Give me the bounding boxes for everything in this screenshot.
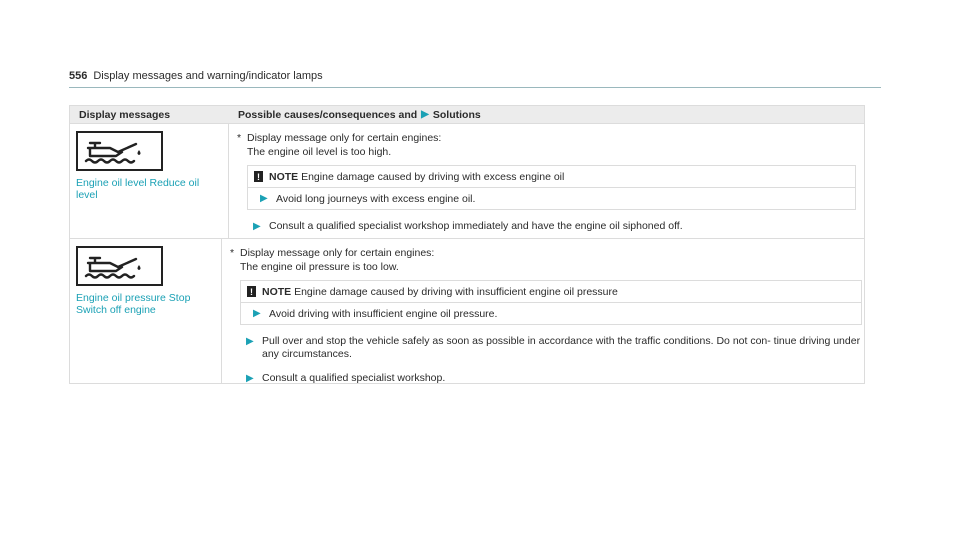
note-title: NOTE xyxy=(269,170,299,183)
footnote xyxy=(228,246,862,260)
solution-cell xyxy=(229,124,864,238)
footnote-text: Display message only for certain engines: xyxy=(247,132,442,144)
note-action-text: Avoid long journeys with excess engine oil. xyxy=(276,192,476,205)
column-header-solutions xyxy=(229,109,481,121)
engine-oil-lamp-icon xyxy=(76,246,163,286)
cause-text: The engine oil pressure is too low. xyxy=(240,261,399,273)
message-cell xyxy=(70,239,222,383)
cause-text: The engine oil level is too high. xyxy=(247,146,392,158)
engine-oil-lamp-icon xyxy=(76,131,163,171)
solution-step-text: Consult a qualified specialist workshop immediately and have the engine oil siphoned off. xyxy=(269,220,683,232)
note-box xyxy=(240,280,862,325)
solution-step-text: Pull over and stop the vehicle safely as soon as possible in accordance with the traffic conditions. Do not con- tinue driving under any circumstances. xyxy=(262,335,861,360)
play-arrow-icon: ▶ xyxy=(253,308,261,319)
table-row xyxy=(70,238,864,383)
play-arrow-icon: ▶ xyxy=(260,193,268,204)
header-rule xyxy=(69,87,881,88)
footnote-star: * xyxy=(230,247,235,259)
column-header-suffix: Solutions xyxy=(432,108,481,121)
play-arrow-icon: ▶ xyxy=(246,373,254,384)
page-header xyxy=(69,70,323,82)
play-arrow-icon: ▶ xyxy=(246,336,254,347)
play-arrow-icon: ▶ xyxy=(253,221,261,232)
solution-cell xyxy=(222,239,870,383)
message-cell xyxy=(70,124,229,238)
note-action xyxy=(248,187,855,209)
play-arrow-icon: ▶ xyxy=(421,109,429,120)
note-action xyxy=(241,302,861,324)
page-title: Display messages and warning/indicator lamps xyxy=(93,70,323,82)
column-header-display-messages: Display messages xyxy=(79,108,171,121)
solution-step xyxy=(247,220,856,233)
footnote-text: Display message only for certain engines: xyxy=(240,247,435,259)
note-action-text: Avoid driving with insufficient engine oil pressure. xyxy=(269,307,498,320)
message-label: Engine oil level Reduce oil level xyxy=(76,177,200,201)
note-box xyxy=(247,165,856,210)
table-row xyxy=(70,123,864,238)
note-text: Engine damage caused by driving with excess engine oil xyxy=(301,170,565,183)
solution-step xyxy=(240,372,862,385)
page-number: 556 xyxy=(69,70,88,82)
message-label: Engine oil pressure Stop Switch off engine xyxy=(76,292,191,316)
note-header xyxy=(241,281,861,302)
solution-step-text: Consult a qualified specialist workshop. xyxy=(262,372,446,384)
footnote-star: * xyxy=(237,132,242,144)
note-header xyxy=(248,166,855,187)
solution-step xyxy=(240,335,862,361)
warning-icon: ! xyxy=(254,171,263,182)
footnote xyxy=(235,131,856,145)
column-header-prefix: Possible causes/consequences and xyxy=(238,108,418,121)
note-text: Engine damage caused by driving with insufficient engine oil pressure xyxy=(294,285,618,298)
note-title: NOTE xyxy=(262,285,292,298)
warning-icon: ! xyxy=(247,286,256,297)
display-messages-table xyxy=(69,105,865,384)
table-header xyxy=(70,106,864,123)
